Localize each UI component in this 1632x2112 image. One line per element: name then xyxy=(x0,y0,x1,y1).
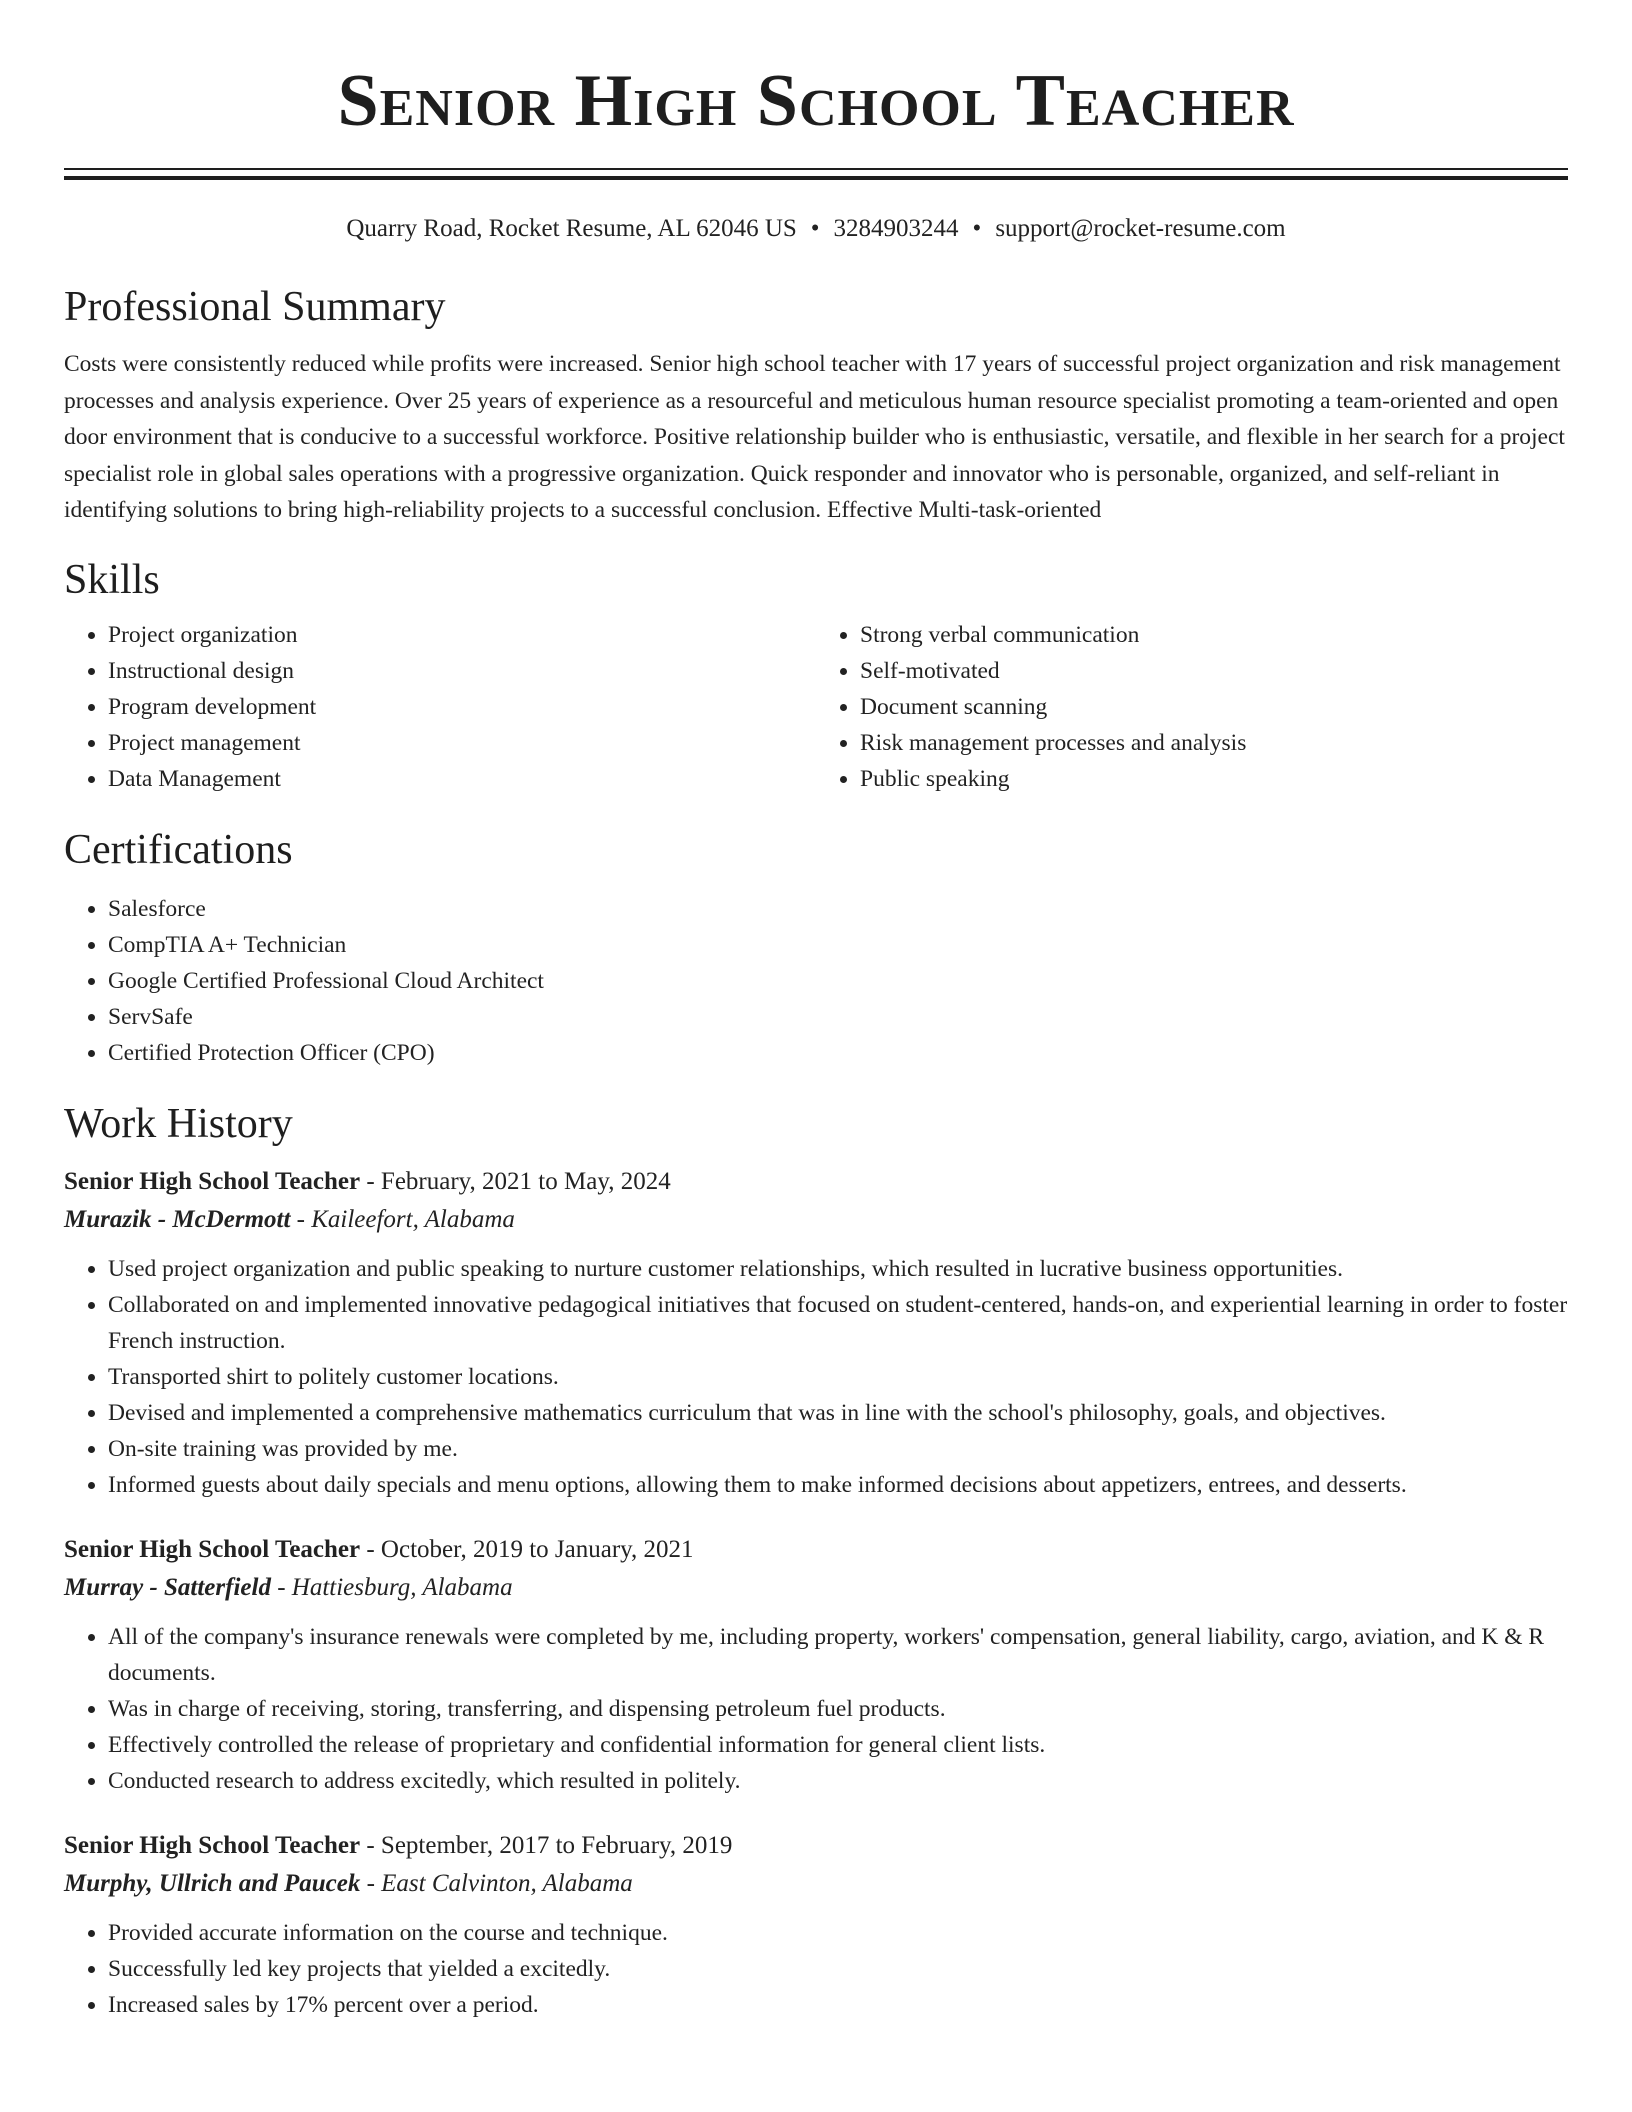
job-bullet: • Was in charge of receiving, storing, transferring, and dispensing petroleum fuel products. xyxy=(108,1691,1568,1727)
job-company: Murphy, Ullrich and Paucek xyxy=(64,1869,361,1897)
skill-item: • Instructional design xyxy=(108,653,816,689)
skill-item: • Project organization xyxy=(108,617,816,653)
job-bullets xyxy=(64,1915,1568,2023)
job-bullet: • Increased sales by 17% percent over a period. xyxy=(108,1987,1568,2023)
job-title-line xyxy=(64,1163,1568,1201)
job-title-line xyxy=(64,1827,1568,1865)
work-history-heading: Work History xyxy=(64,1100,293,1147)
skill-item: • Project management xyxy=(108,725,816,761)
contact-separator: • xyxy=(972,215,982,242)
job-bullet: • Used project organization and public speaking to nurture customer relationships, which resulted in lucrative business opportunities. xyxy=(108,1251,1568,1287)
job-title-line xyxy=(64,1531,1568,1569)
certification-item: • Salesforce xyxy=(108,891,1568,927)
skills-list-left xyxy=(64,617,816,797)
skill-item: • Data Management xyxy=(108,761,816,797)
job-dates: - September, 2017 to February, 2019 xyxy=(360,1831,733,1859)
job-company-line xyxy=(64,1569,1568,1607)
job-bullet: • Collaborated on and implemented innovative pedagogical initiatives that focused on student-centered, hands-on, and experiential learning in order to foster French instruction. xyxy=(108,1287,1568,1359)
job-bullet: • All of the company's insurance renewals were completed by me, including property, workers' compensation, general liability, cargo, aviation, and K & R documents. xyxy=(108,1619,1568,1691)
skill-item: • Public speaking xyxy=(860,761,1568,797)
job-title: Senior High School Teacher xyxy=(64,1167,361,1195)
job-bullets xyxy=(64,1619,1568,1799)
job-company: Murazik - McDermott xyxy=(64,1205,291,1233)
job-company: Murray - Satterfield xyxy=(64,1573,271,1601)
certifications-list xyxy=(64,891,1568,1071)
certification-item: • Certified Protection Officer (CPO) xyxy=(108,1035,1568,1071)
job-bullet: • Successfully led key projects that yielded a excitedly. xyxy=(108,1951,1568,1987)
job-bullet: • Effectively controlled the release of proprietary and confidential information for general client lists. xyxy=(108,1727,1568,1763)
job-title: Senior High School Teacher xyxy=(64,1831,361,1859)
skill-item: • Self-motivated xyxy=(860,653,1568,689)
job-entry xyxy=(64,1163,1568,1503)
job-entry xyxy=(64,1531,1568,1799)
job-location: - East Calvinton, Alabama xyxy=(360,1869,633,1897)
job-bullet: • Transported shirt to politely customer locations. xyxy=(108,1359,1568,1395)
certifications-heading: Certifications xyxy=(64,826,293,873)
contact-phone: 3284903244 xyxy=(833,215,959,242)
contact-line xyxy=(64,214,1568,244)
contact-email: support@rocket-resume.com xyxy=(995,215,1286,242)
skill-item: • Document scanning xyxy=(860,689,1568,725)
resume-page xyxy=(64,0,1568,2023)
job-title: Senior High School Teacher xyxy=(64,1535,361,1563)
title-divider-thick xyxy=(64,176,1568,180)
contact-separator: • xyxy=(810,215,820,242)
skills-grid xyxy=(64,617,1568,797)
skills-list-right xyxy=(816,617,1568,797)
job-dates: - February, 2021 to May, 2024 xyxy=(360,1167,671,1195)
skill-item: • Risk management processes and analysis xyxy=(860,725,1568,761)
contact-address: Quarry Road, Rocket Resume, AL 62046 US xyxy=(346,215,797,242)
job-location: - Hattiesburg, Alabama xyxy=(270,1573,513,1601)
job-bullet: • On-site training was provided by me. xyxy=(108,1431,1568,1467)
job-location: - Kaileefort, Alabama xyxy=(290,1205,515,1233)
skills-heading: Skills xyxy=(64,556,160,603)
certification-item: • Google Certified Professional Cloud Architect xyxy=(108,963,1568,999)
title-divider-thin xyxy=(64,168,1568,170)
certification-item: • ServSafe xyxy=(108,999,1568,1035)
page-title: Senior High School Teacher xyxy=(337,60,1295,142)
summary-text: Costs were consistently reduced while profits were increased. Senior high school teacher with 17 years of successful project organization and risk management processes and analysis experience. Over 25 years of experience as a resourceful and meticulous human resource specialist promoting a team-oriented and open door environment that is conducive to a successful workforce. Positive relationship builder who is enthusiastic, versatile, and flexible in her search for a project specialist role in global sales operations with a progressive organization. Quick responder and innovator who is personable, organized, and self-reliant in identifying solutions to bring high-reliability projects to a successful conclusion. Effective Multi-task-oriented xyxy=(64,351,1565,523)
job-entry xyxy=(64,1827,1568,2023)
job-company-line xyxy=(64,1865,1568,1903)
summary-heading: Professional Summary xyxy=(64,284,446,330)
job-bullet: • Provided accurate information on the course and technique. xyxy=(108,1915,1568,1951)
skill-item: • Strong verbal communication xyxy=(860,617,1568,653)
job-bullet: • Devised and implemented a comprehensive mathematics curriculum that was in line with the school's philosophy, goals, and objectives. xyxy=(108,1395,1568,1431)
skill-item: • Program development xyxy=(108,689,816,725)
certification-item: • CompTIA A+ Technician xyxy=(108,927,1568,963)
job-bullet: • Informed guests about daily specials and menu options, allowing them to make informed decisions about appetizers, entrees, and desserts. xyxy=(108,1467,1568,1503)
job-company-line xyxy=(64,1201,1568,1239)
job-bullets xyxy=(64,1251,1568,1503)
job-dates: - October, 2019 to January, 2021 xyxy=(360,1535,694,1563)
job-bullet: • Conducted research to address excitedly, which resulted in politely. xyxy=(108,1763,1568,1799)
